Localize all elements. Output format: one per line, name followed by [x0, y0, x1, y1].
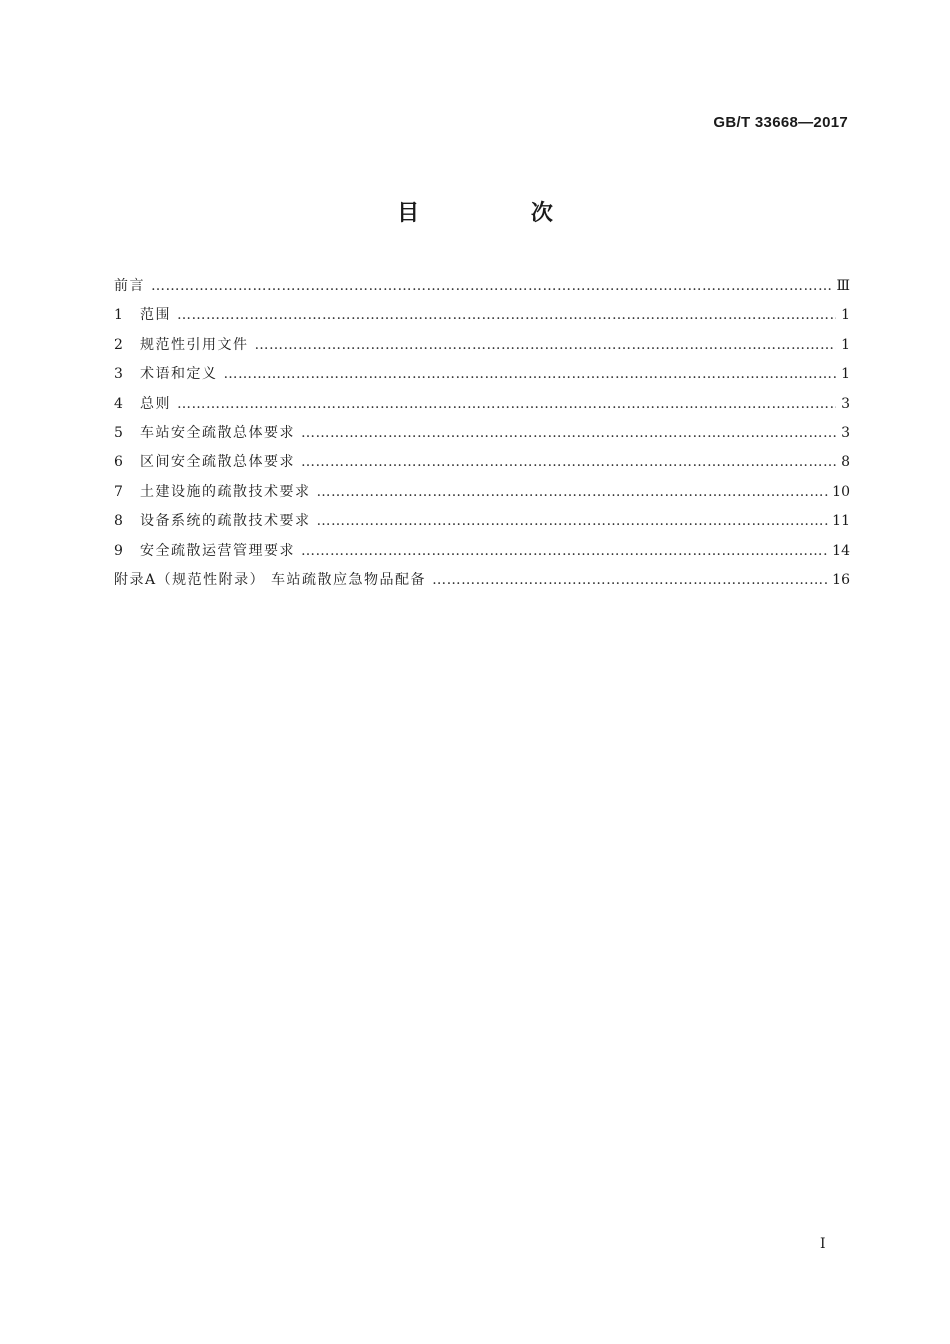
- toc-entry-number: 6: [114, 454, 123, 471]
- toc-entry-label: 附录A（规范性附录） 车站疏散应急物品配备: [114, 571, 427, 588]
- toc-entry-number: 7: [114, 483, 123, 500]
- toc-leader-dots: [317, 478, 829, 507]
- toc-entry-number: 2: [114, 336, 123, 353]
- toc-entry-label: 设备系统的疏散技术要求: [140, 513, 311, 530]
- toc-leader-dots: [432, 566, 828, 595]
- toc-leader-dots: [151, 272, 832, 301]
- toc-entry-page: 11: [832, 513, 850, 530]
- toc-entry-number: 4: [114, 395, 123, 412]
- toc-entry-page: 10: [832, 483, 850, 500]
- toc-entry-4[interactable]: [114, 390, 850, 419]
- toc-entry-7[interactable]: [114, 478, 850, 507]
- toc-entry-page: 1: [841, 366, 850, 383]
- toc-leader-dots: [255, 331, 837, 360]
- toc-leader-dots: [301, 448, 836, 477]
- toc-entry-label: 总则: [140, 395, 171, 412]
- toc-entry-page: Ⅲ: [836, 278, 850, 294]
- toc-entry-page: 8: [841, 454, 850, 471]
- toc-entry-6[interactable]: [114, 448, 850, 477]
- toc-leader-dots: [301, 537, 828, 566]
- toc-entry-number: 3: [114, 366, 123, 383]
- toc-leader-dots: [301, 419, 836, 448]
- toc-entry-label: 安全疏散运营管理要求: [140, 542, 295, 559]
- toc-entry-page: 3: [841, 395, 850, 412]
- toc-leader-dots: [177, 301, 836, 330]
- toc-entry-number: 5: [114, 424, 123, 441]
- toc-entry-appendix-a[interactable]: [114, 566, 850, 595]
- toc-entry-8[interactable]: [114, 507, 850, 536]
- toc-entry-foreword[interactable]: [114, 272, 850, 301]
- toc-entry-page: 3: [841, 424, 850, 441]
- toc-entry-page: 1: [841, 336, 850, 353]
- toc-leader-dots: [317, 507, 829, 536]
- toc-entry-3[interactable]: [114, 360, 850, 389]
- toc-title: 目 次: [397, 201, 605, 226]
- toc-entry-1[interactable]: [114, 301, 850, 330]
- toc-entry-label: 规范性引用文件: [140, 336, 249, 353]
- toc-entry-5[interactable]: [114, 419, 850, 448]
- toc-entry-page: 1: [841, 307, 850, 324]
- toc-leader-dots: [224, 360, 837, 389]
- document-code: GB/T 33668—2017: [713, 114, 848, 131]
- toc-entry-page: 14: [832, 542, 850, 559]
- toc-entry-9[interactable]: [114, 537, 850, 566]
- toc-entry-label: 术语和定义: [140, 366, 218, 383]
- toc-entry-number: 9: [114, 542, 123, 559]
- toc-entry-label: 范围: [140, 307, 171, 324]
- toc-entry-page: 16: [832, 571, 850, 588]
- toc-entry-number: 8: [114, 513, 123, 530]
- toc-leader-dots: [177, 390, 836, 419]
- toc-entry-number: 1: [114, 307, 123, 324]
- toc-entry-label: 前言: [114, 278, 145, 294]
- page-number: Ⅰ: [820, 1236, 826, 1252]
- toc-entry-label: 车站安全疏散总体要求: [140, 424, 295, 441]
- table-of-contents: [114, 272, 850, 595]
- toc-entry-label: 土建设施的疏散技术要求: [140, 483, 311, 500]
- toc-entry-2[interactable]: [114, 331, 850, 360]
- toc-entry-label: 区间安全疏散总体要求: [140, 454, 295, 471]
